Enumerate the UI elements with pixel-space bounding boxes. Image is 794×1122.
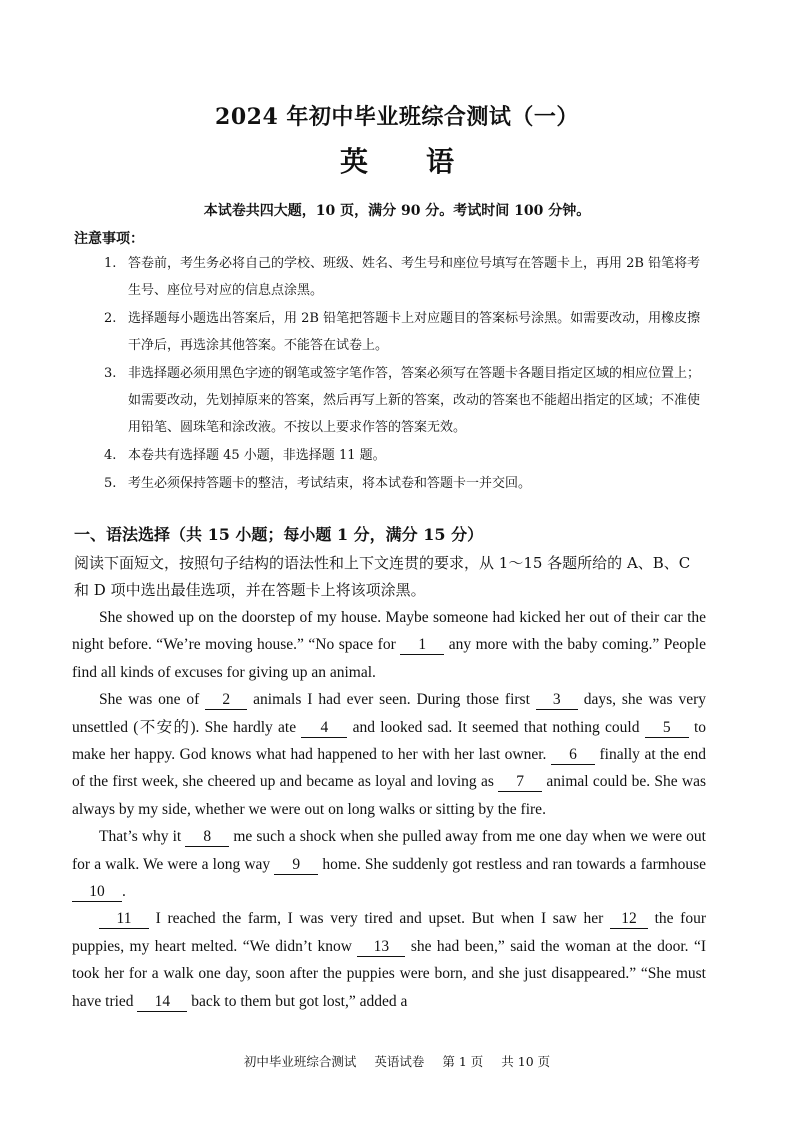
answer-blank: 2 [205, 691, 247, 710]
notice-number: 1. [104, 256, 117, 271]
notice-text: 答卷前，考生务必将自己的学校、班级、姓名、考生号和座位号填写在答题卡上，再用 2B 铅笔将考生号、座位号对应的信息点涂黑。 [128, 256, 701, 298]
passage-text: home. She suddenly got restless and ran towards a farmhouse [318, 855, 706, 873]
passage-text: She showed up on the doorstep of my house. Maybe someone had kicked her out of their car the night before. “We’re moving house.” “No space for [72, 609, 706, 654]
answer-blank: 11 [99, 910, 149, 929]
passage-text: back to them but got lost,” added a [187, 992, 408, 1010]
passage-paragraph [72, 823, 706, 905]
passage-text: I reached the farm, I was very tired and upset. But when I saw her [149, 910, 610, 928]
answer-blank: 7 [498, 773, 542, 792]
passage-text: any more with the baby coming.” People find all kinds of excuses for giving up an animal. [72, 636, 706, 681]
answer-blank: 8 [185, 828, 229, 847]
passage-paragraph [72, 686, 706, 823]
passage-text: to make her happy. God knows what had happened to her with her last owner. [72, 718, 707, 764]
answer-blank: 9 [274, 856, 318, 875]
answer-blank: 12 [610, 910, 648, 929]
passage-text: the four puppies, my heart melted. “We didn’t know [72, 910, 707, 955]
notice-text: 选择题每小题选出答案后，用 2B 铅笔把答题卡上对应题目的答案标号涂黑。如需要改动，用橡皮擦干净后，再选涂其他答案。不能答在试卷上。 [128, 311, 701, 353]
passage-text: me such a shock when she pulled away from me one day when we were out for a walk. We were a long way [72, 828, 706, 873]
answer-blank: 10 [72, 883, 122, 902]
notice-item [104, 250, 704, 304]
notice-text: 本卷共有选择题 45 小题，非选择题 11 题。 [128, 448, 386, 463]
notice-text: 考生必须保持答题卡的整洁，考试结束，将本试卷和答题卡一并交回。 [128, 476, 532, 491]
passage-paragraph [72, 604, 706, 686]
answer-blank: 6 [551, 746, 595, 765]
answer-blank: 14 [137, 993, 187, 1012]
section-heading: 一、语法选择（共 15 小题；每小题 1 分，满分 15 分） [74, 525, 484, 544]
passage-text: she had been,” said the woman at the door. “I took her for a walk one day, soon after the puppies were born, and she just disappeared.” “She must have tried [72, 937, 706, 1010]
notice-number: 4. [104, 448, 117, 463]
subject-title: 英语 [339, 145, 512, 178]
footer-page-total: 共 10 页 [501, 1054, 551, 1069]
passage-text: and looked sad. It seemed that nothing could [347, 718, 645, 736]
footer-page-number: 第 1 页 [442, 1054, 484, 1069]
notice-number: 5. [104, 476, 117, 491]
passage-text: That’s why it [99, 828, 186, 846]
notice-item [104, 305, 704, 359]
passage-paragraph [72, 905, 706, 1015]
passage-text: finally at the end of the first week, she cheered up and became as loyal and loving as [72, 746, 706, 791]
notice-item [104, 360, 704, 441]
page-footer [0, 1052, 794, 1070]
notice-number: 3. [104, 366, 117, 381]
footer-paper-name: 英语试卷 [374, 1054, 425, 1069]
passage-text: days, she was very unsettled (不安的). She hardly ate [72, 691, 706, 736]
footer-exam-name: 初中毕业班综合测试 [243, 1054, 357, 1069]
notice-list [104, 250, 704, 498]
notice-number: 2. [104, 311, 117, 326]
reading-passage [72, 604, 706, 1015]
section-instructions: 阅读下面短文，按照句子结构的语法性和上下文连贯的要求，从 1～15 各题所给的 A、B、C 和 D 项中选出最佳选项，并在答题卡上将该项涂黑。 [74, 554, 691, 599]
notice-text: 非选择题必须用黑色字迹的钢笔或签字笔作答，答案必须写在答题卡各题目指定区域的相应位置上；如需要改动，先划掉原来的答案，然后再写上新的答案，改动的答案也不能超出指定的区域；不准使用铅笔、圆珠笔和涂改液。不按以上要求作答的答案无效。 [128, 366, 701, 435]
answer-blank: 5 [645, 719, 689, 738]
passage-text: animals I had ever seen. During those first [247, 691, 536, 709]
notice-item [104, 442, 704, 469]
passage-text: . [122, 883, 126, 901]
passage-text: She was one of [99, 691, 206, 709]
answer-blank: 1 [400, 636, 444, 655]
answer-blank: 3 [536, 691, 578, 710]
notice-item [104, 470, 704, 497]
exam-info: 本试卷共四大题，10 页，满分 90 分。考试时间 100 分钟。 [203, 203, 591, 219]
notice-heading: 注意事项： [74, 231, 144, 247]
passage-text: animal could be. She was always by my side, whether we were out on long walks or sitting by the fire. [72, 773, 707, 818]
exam-title: 2024 年初中毕业班综合测试（一） [215, 104, 579, 130]
answer-blank: 4 [301, 719, 347, 738]
answer-blank: 13 [357, 938, 405, 957]
